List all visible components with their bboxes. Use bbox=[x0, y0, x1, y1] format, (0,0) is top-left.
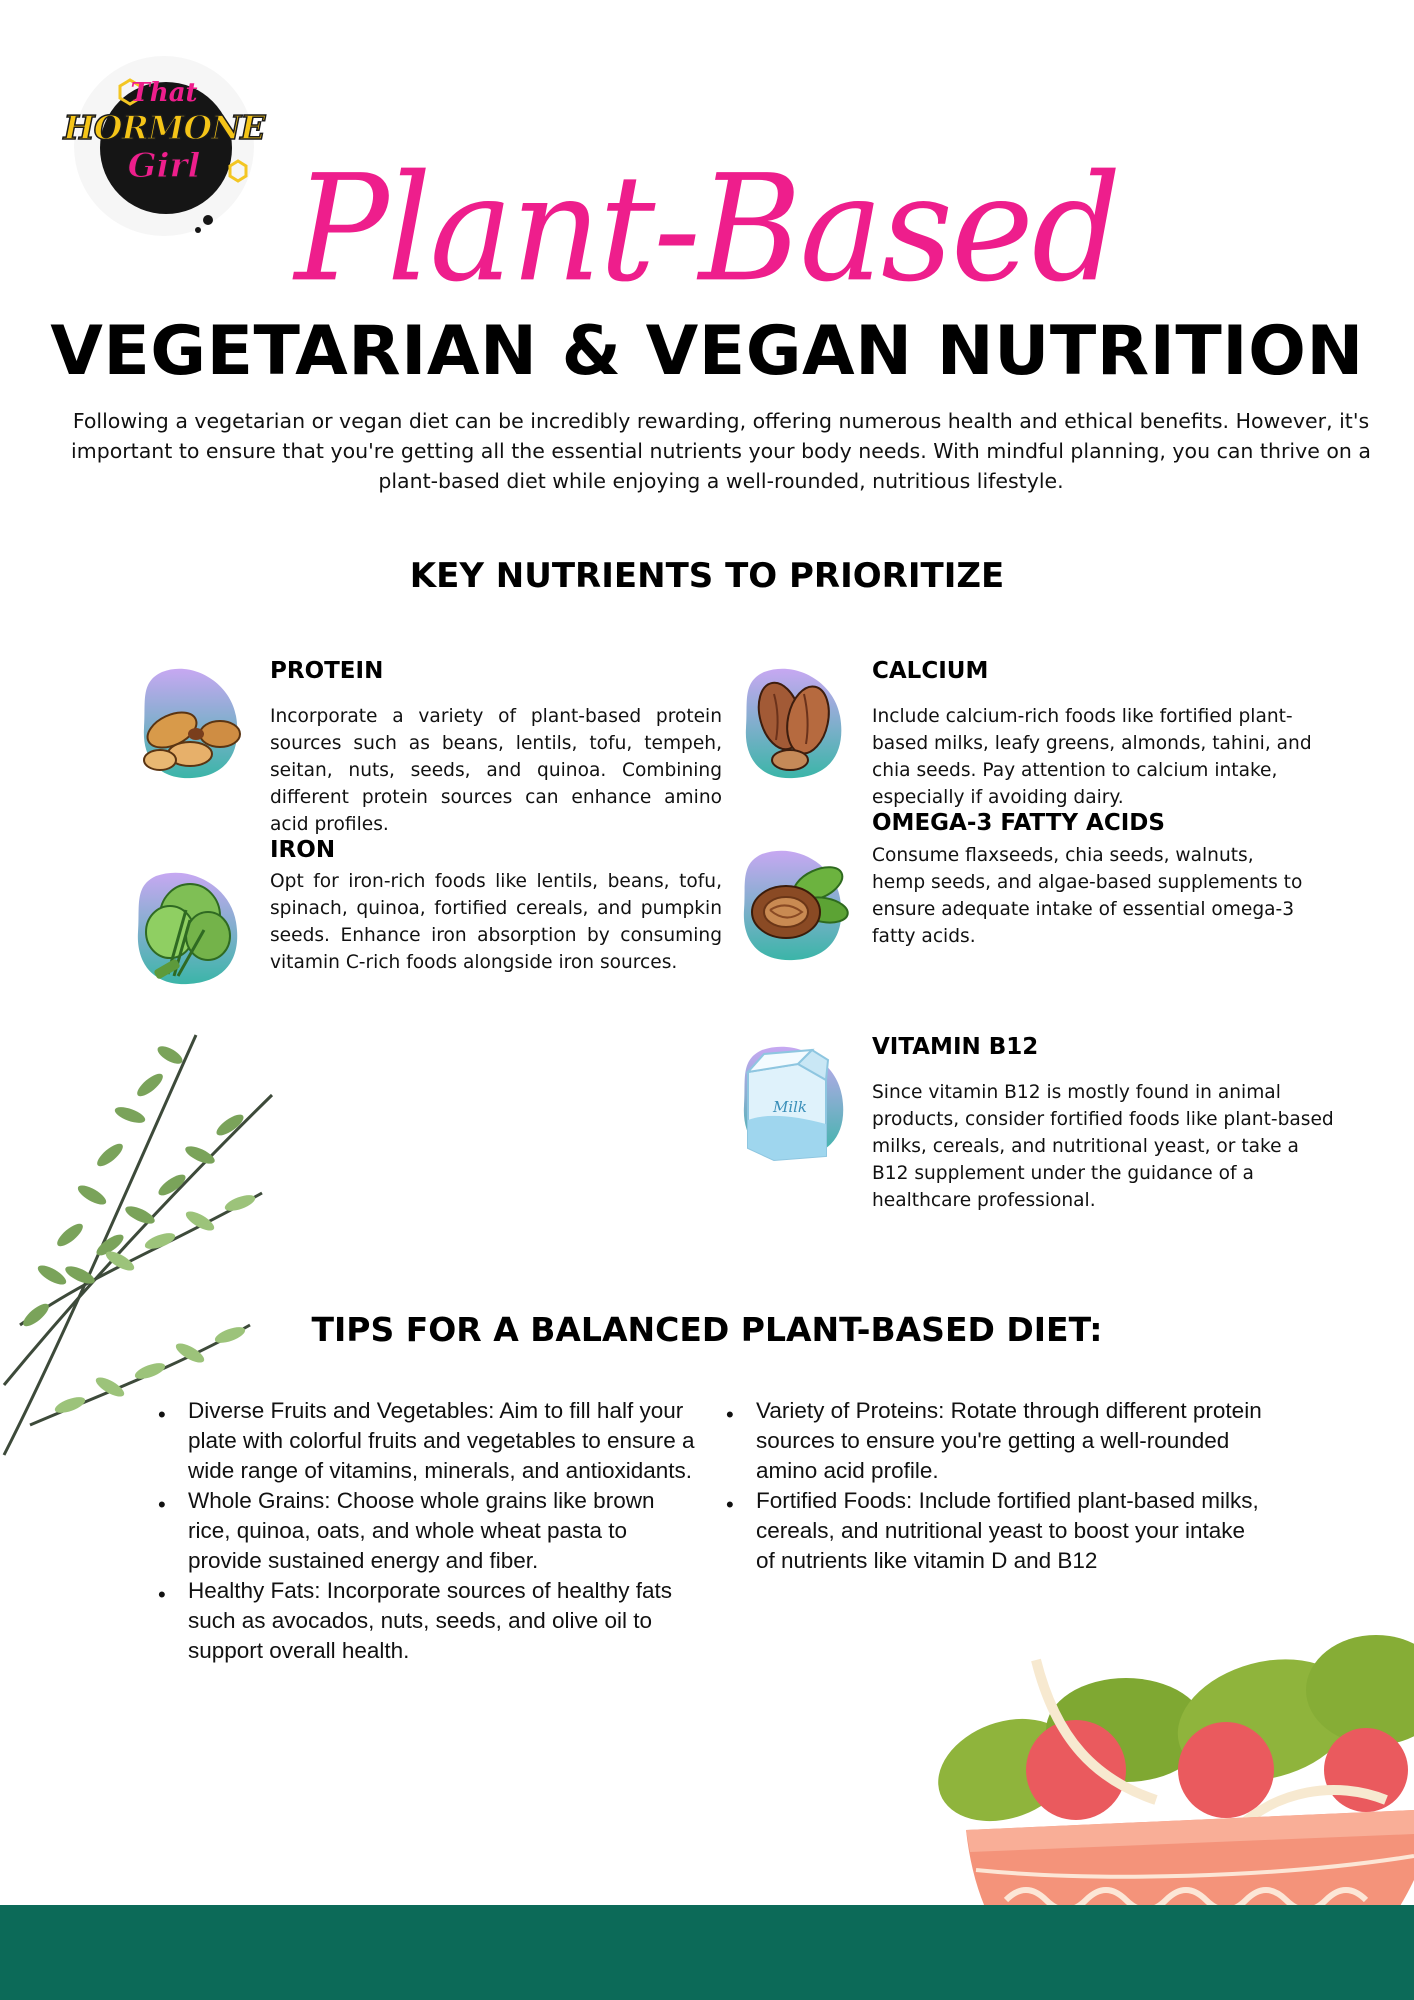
b12-body: Since vitamin B12 is mostly found in animal products, consider fortified foods like plant-based milks, cereals, and nutritional yeast, or take a B12 supplement under the guidance of a healthcare professional. bbox=[872, 1082, 1334, 1211]
milk-carton-label: Milk bbox=[772, 1098, 808, 1116]
b12-title: VITAMIN B12 bbox=[872, 1034, 1039, 1060]
intro-paragraph: Following a vegetarian or vegan diet can be incredibly rewarding, offering numerous health and ethical benefits. However, it's important to ensure that you're getting all the essential nutrients your body needs. With mindful planning, you can thrive on a plant-based diet while enjoying a well-rounded, nutritious lifestyle. bbox=[71, 409, 1371, 493]
list-item: • Variety of Proteins: Rotate through different protein sources to ensure you're getting a well-rounded amino acid profile. bbox=[726, 1396, 1266, 1486]
omega3-body: Consume flaxseeds, chia seeds, walnuts, hemp seeds, and algae-based supplements to ensure adequate intake of essential omega-3 fatty acids. bbox=[872, 845, 1303, 947]
list-item: • Healthy Fats: Incorporate sources of healthy fats such as avocados, nuts, seeds, and olive oil to support overall health. bbox=[158, 1576, 698, 1666]
page-title: VEGETARIAN & VEGAN NUTRITION bbox=[50, 312, 1364, 391]
script-title: Plant-Based bbox=[294, 143, 1120, 316]
tips-list-left bbox=[158, 1396, 698, 1666]
protein-title: PROTEIN bbox=[270, 658, 384, 684]
almond-icon bbox=[734, 664, 854, 784]
iron-body: Opt for iron-rich foods like lentils, beans, tofu, spinach, quinoa, fortified cereals, and pumpkin seeds. Enhance iron absorption by consuming vitamin C-rich foods alongside iron sources. bbox=[270, 871, 722, 973]
spinach-icon bbox=[128, 870, 248, 990]
list-item: • Whole Grains: Choose whole grains like brown rice, quinoa, oats, and whole wheat pasta to provide sustained energy and fiber. bbox=[158, 1486, 698, 1576]
logo-line-3: Girl bbox=[127, 146, 201, 186]
logo-line-2: HORMONE bbox=[63, 108, 265, 147]
tips-heading: TIPS FOR A BALANCED PLANT-BASED DIET: bbox=[311, 1310, 1103, 1349]
footer-bar bbox=[0, 1905, 1414, 2000]
tips-list-right bbox=[726, 1396, 1266, 1576]
key-nutrients-heading: KEY NUTRIENTS TO PRIORITIZE bbox=[409, 556, 1005, 596]
logo-line-1: That bbox=[130, 78, 198, 108]
calcium-body: Include calcium-rich foods like fortified plant-based milks, leafy greens, almonds, tahini, and chia seeds. Pay attention to calcium intake, especially if avoiding dairy. bbox=[872, 706, 1312, 808]
list-item: • Diverse Fruits and Vegetables: Aim to fill half your plate with colorful fruits and vegetables to ensure a wide range of vitamins, minerals, and antioxidants. bbox=[158, 1396, 698, 1486]
calcium-title: CALCIUM bbox=[872, 658, 989, 684]
iron-title: IRON bbox=[270, 837, 336, 863]
omega3-title: OMEGA-3 FATTY ACIDS bbox=[872, 810, 1165, 836]
protein-body: Incorporate a variety of plant-based protein sources such as beans, lentils, tofu, tempeh, seitan, nuts, seeds, and quinoa. Combining different protein sources can enhance amino acid profiles. bbox=[270, 706, 722, 835]
peanut-icon bbox=[132, 664, 252, 784]
list-item: • Fortified Foods: Include fortified plant-based milks, cereals, and nutritional yeast to boost your intake of nutrients like vitamin D and B12 bbox=[726, 1486, 1266, 1576]
walnut-icon bbox=[734, 846, 854, 966]
milk-carton-icon bbox=[734, 1044, 854, 1164]
